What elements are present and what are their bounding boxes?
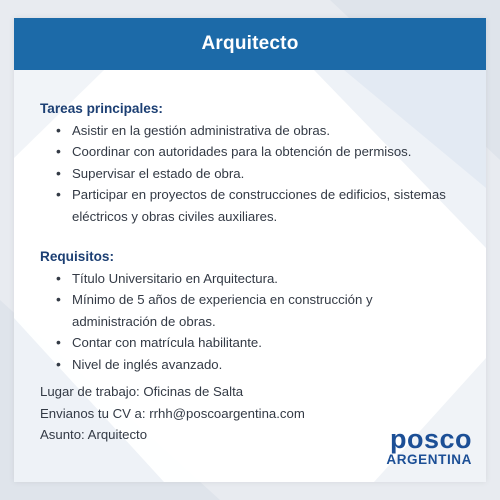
- list-item: • Coordinar con autoridades para la obtención de permisos.: [62, 141, 460, 163]
- posco-logo: [386, 426, 472, 468]
- page-title: Arquitecto: [201, 33, 299, 54]
- cv-email: Envianos tu CV a: rrhh@poscoargentina.com: [40, 405, 305, 421]
- logo-subtitle: ARGENTINA: [386, 452, 472, 467]
- job-description: [14, 70, 486, 446]
- header-banner: [14, 18, 486, 70]
- tasks-title: Tareas principales:: [40, 101, 163, 116]
- list-item: • Participar en proyectos de construcciones de edificios, sistemas eléctricos y obras civiles auxiliares.: [62, 184, 460, 227]
- list-item: • Supervisar el estado de obra.: [62, 163, 460, 185]
- requirements-list: [40, 268, 460, 376]
- job-card: [14, 18, 486, 482]
- list-item: • Asistir en la gestión administrativa de obras.: [62, 120, 460, 142]
- list-item: • Mínimo de 5 años de experiencia en construcción y administración de obras.: [62, 289, 460, 332]
- tasks-section: [40, 70, 460, 227]
- list-item: • Título Universitario en Arquitectura.: [62, 268, 460, 290]
- list-item: • Nivel de inglés avanzado.: [62, 354, 460, 376]
- list-item: • Contar con matrícula habilitante.: [62, 332, 460, 354]
- email-subject: Asunto: Arquitecto: [40, 427, 148, 442]
- requirements-section: [40, 227, 460, 375]
- tasks-list: [40, 120, 460, 228]
- requirements-title: Requisitos:: [40, 249, 115, 264]
- logo-wordmark: posco: [389, 424, 472, 454]
- work-location: Lugar de trabajo: Oficinas de Salta: [40, 384, 244, 399]
